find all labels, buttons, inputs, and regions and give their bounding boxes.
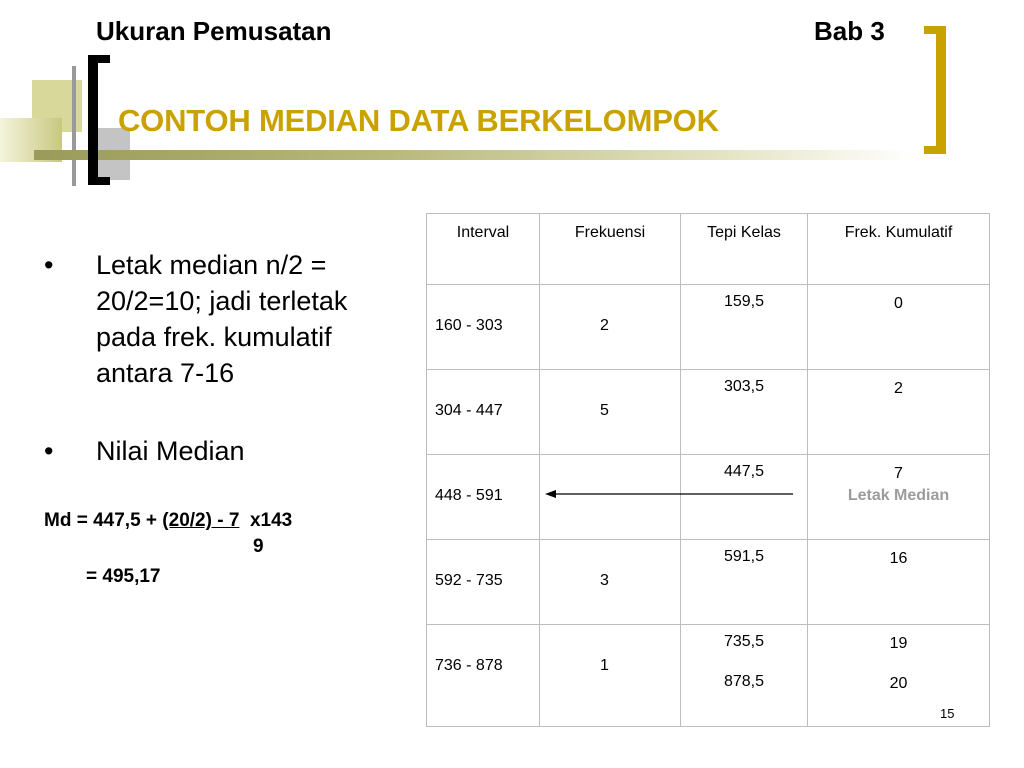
cell-interval: 736 - 878 — [435, 657, 503, 674]
table-row — [427, 370, 990, 455]
header-chapter: Bab 3 — [814, 16, 885, 46]
table-row — [427, 625, 990, 727]
cell-interval: 160 - 303 — [435, 317, 503, 334]
bullet-text-median-position: Letak median n/2 = 20/2=10; jadi terletak pada frek. kumulatif antara 7-16 — [96, 250, 348, 388]
bullet-marker: • — [44, 250, 54, 280]
formula-suffix: x143 — [239, 510, 293, 531]
table-header-row — [427, 214, 990, 285]
cell-kumulatif: 7 — [894, 465, 903, 482]
formula-result: = 495,17 — [86, 566, 161, 587]
cell-tepi-kelas: 447,5 — [723, 463, 765, 480]
decor-right-bracket — [936, 26, 946, 154]
cell-kumulatif: 19 — [889, 635, 908, 652]
decor-vertical-line — [72, 66, 76, 186]
cell-kumulatif: 16 — [889, 550, 908, 567]
cell-frekuensi: 1 — [600, 657, 609, 674]
decor-left-bracket — [88, 55, 98, 185]
median-arrow-icon — [545, 488, 797, 500]
decor-title-underline — [34, 150, 914, 160]
bullet-text-median-value: Nilai Median — [96, 436, 245, 466]
cell-tepi-kelas: 735,5 — [723, 633, 765, 650]
slide-title: CONTOH MEDIAN DATA BERKELOMPOK — [118, 103, 719, 138]
decor-left-bracket-bottom — [88, 177, 110, 185]
cell-frekuensi: 5 — [600, 402, 609, 419]
cell-interval: 592 - 735 — [435, 572, 503, 589]
cell-frekuensi: 3 — [600, 572, 609, 589]
header-interval: Interval — [427, 214, 540, 285]
decor-right-bracket-bottom — [924, 146, 946, 154]
header-frekuensi: Frekuensi — [540, 214, 681, 285]
decor-right-bracket-top — [924, 26, 946, 34]
header-frek-kumulatif: Frek. Kumulatif — [808, 214, 990, 285]
frequency-table — [426, 213, 990, 727]
cell-interval: 304 - 447 — [435, 402, 503, 419]
cell-interval: 448 - 591 — [435, 487, 503, 504]
header-tepi-kelas: Tepi Kelas — [681, 214, 808, 285]
cell-tepi-kelas: 303,5 — [723, 378, 765, 395]
formula-prefix: Md = 447,5 + — [44, 510, 163, 531]
formula-denominator: 9 — [253, 536, 264, 557]
cell-frekuensi: 2 — [600, 317, 609, 334]
cell-kumulatif-total: 20 — [889, 675, 908, 692]
header-topic: Ukuran Pemusatan — [96, 16, 332, 46]
decor-left-bracket-top — [88, 55, 110, 63]
cell-tepi-kelas: 159,5 — [723, 293, 765, 310]
median-position-note: Letak Median — [847, 487, 950, 504]
median-formula — [44, 510, 292, 532]
cell-kumulatif: 0 — [894, 295, 903, 312]
cell-tepi-kelas: 591,5 — [723, 548, 765, 565]
table-row — [427, 540, 990, 625]
table-row — [427, 285, 990, 370]
formula-numerator: (20/2) - 7 — [162, 510, 240, 531]
bullet-marker: • — [44, 436, 54, 466]
page-number: 15 — [940, 706, 955, 721]
cell-kumulatif: 2 — [894, 380, 903, 397]
cell-tepi-kelas-upper: 878,5 — [723, 673, 765, 690]
